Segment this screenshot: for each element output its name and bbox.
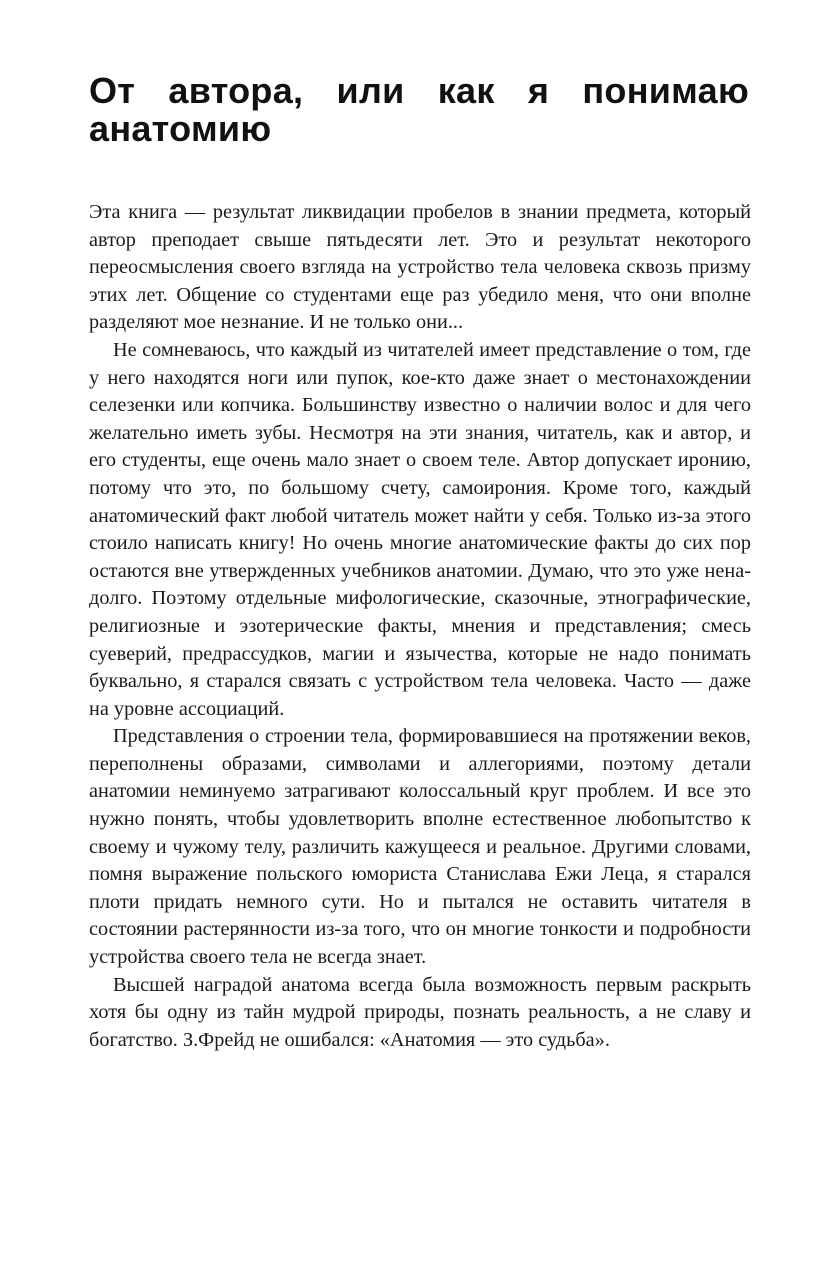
paragraph-1: Эта книга — результат ликвидации пробелов в знании предмета, который автор преподает свыше пятьдесяти лет. Это и результат некоторого переосмысления своего взгляда на устройство тела человека сквозь призму этих лет. Общение со студентами еще раз убедило меня, что они вполне разделяют мое незнание. И не только они... xyxy=(89,201,751,334)
paragraph-2: Не сомневаюсь, что каждый из читателей имеет представление о том, где у него находятся ноги или пупок, кое-кто даже знает о местонахождении селезенки или копчика. Большинству известно о наличии волос и для чего желательно иметь зубы. Несмотря на эти знания, читатель, как и автор, и его студенты, еще очень мало знает о своем теле. Автор допускает иронию, потому что это, по большому счету, самоирония. Кроме того, каждый анатомический факт любой читатель может найти у себя. Только из-за этого стоило написать книгу! Но очень многие анатомические факты до сих пор остаются вне утвержденных учебников анатомии. Думаю, что это уже ненадолго. Поэтому отдельные мифологические, сказочные, этнографические, религиозные и эзотерические факты, мнения и представления; смесь суеверий, предрассудков, магии и язычества, которые не надо понимать буквально, я старался связать с устройством тела человека. Часто — даже на уровне ассоциаций. xyxy=(89,338,751,720)
paragraph-4: Высшей наградой анатома всегда была возможность первым раскрыть хотя бы одну из тайн мудрой природы, познать реальность, а не славу и богатство. З.Фрейд не ошибался: «Анатомия — это судьба». xyxy=(89,973,751,1051)
chapter-title xyxy=(89,72,749,148)
body-text xyxy=(89,199,751,1054)
paragraph-3: Представления о строении тела, формировавшиеся на протяжении веков, переполнены образами, символами и аллегориями, поэтому детали анатомии неминуемо затрагивают колоссальный круг проблем. И все это нужно понять, чтобы удовлетворить вполне естественное любопытство к своему и чужому телу, различить кажущееся и реальное. Другими словами, помня выражение польского юмориста Станислава Ежи Леца, я старался плоти придать немного сути. Но и пытался не оставить читателя в состоянии растерянности из-за того, что он многие тонкости и подробности устройства своего тела не всегда знает. xyxy=(89,725,751,969)
chapter-title-line-1: От автора, или как я понимаю xyxy=(89,70,749,111)
chapter-title-line-2: анатомию xyxy=(89,108,272,149)
